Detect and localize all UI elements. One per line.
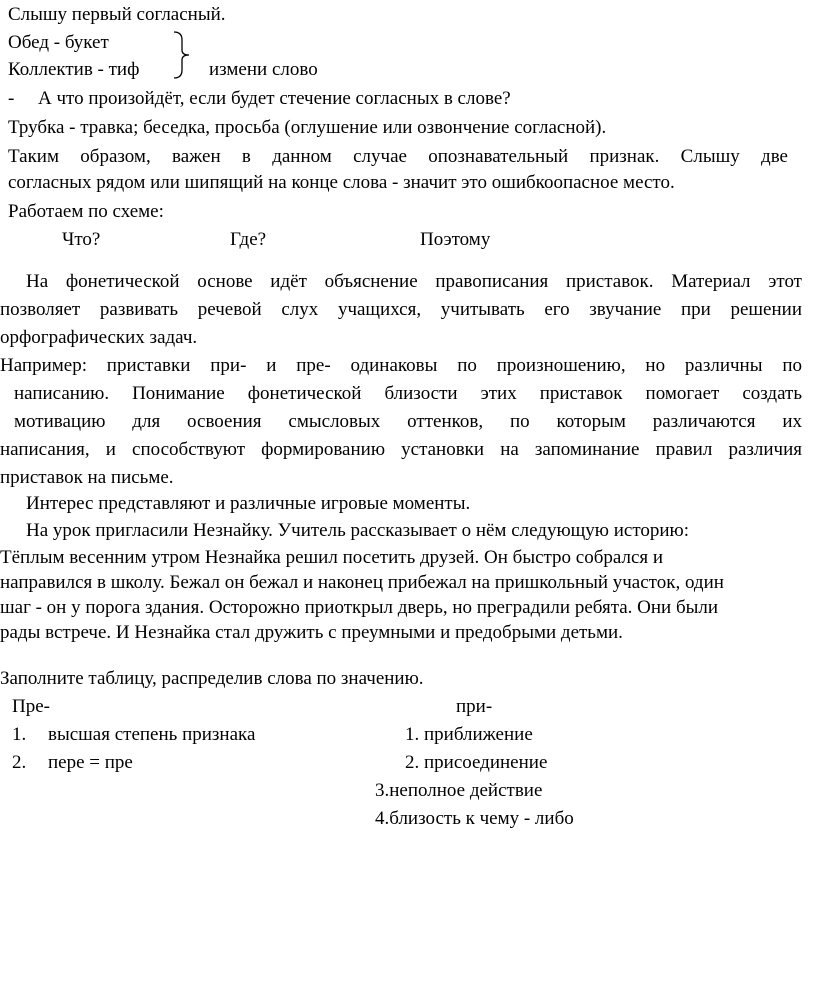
dash-bullet: - bbox=[8, 88, 15, 109]
pre-item-text: высшая степень признака bbox=[48, 724, 256, 745]
pre-item-number: 1. bbox=[12, 724, 27, 745]
paragraph-line: Интерес представляют и различные игровые моменты. bbox=[26, 493, 471, 514]
text-line: Трубка - травка; беседка, просьба (оглушение или озвончение согласной). bbox=[8, 117, 607, 138]
brace-icon bbox=[170, 30, 194, 80]
pri-item: 2. присоединение bbox=[405, 752, 548, 773]
pri-item: 1. приближение bbox=[405, 724, 533, 745]
scheme-therefore: Поэтому bbox=[420, 229, 491, 250]
story-line: Тёплым весенним утром Незнайка решил посетить друзей. Он быстро собрался и bbox=[0, 547, 664, 568]
text-line: Работаем по схеме: bbox=[8, 201, 164, 222]
paragraph-line: приставок на письме. bbox=[0, 467, 174, 488]
column-header-pri: при- bbox=[456, 696, 493, 717]
paragraph-line: орфографических задач. bbox=[0, 327, 198, 348]
text-line: Коллектив - тиф bbox=[8, 59, 140, 80]
text-line: согласных рядом или шипящий на конце слова - значит это ошибкоопасное место. bbox=[8, 172, 675, 193]
story-line: направился в школу. Бежал он бежал и наконец прибежал на пришкольный участок, один bbox=[0, 572, 724, 593]
story-line: шаг - он у порога здания. Осторожно приоткрыл дверь, но преградили ребята. Они были bbox=[0, 597, 719, 618]
pri-item: 3.неполное действие bbox=[375, 780, 543, 801]
pre-item-number: 2. bbox=[12, 752, 27, 773]
paragraph-line: Например: приставки при- и пре- одинаковы по произношению, но различны по bbox=[0, 355, 802, 376]
paragraph-line: позволяет развивать речевой слух учащихся, учитывать его звучание при решении bbox=[0, 299, 802, 320]
pri-item: 4.близость к чему - либо bbox=[375, 808, 574, 829]
text-line: Обед - букет bbox=[8, 32, 109, 53]
paragraph-line: написанию. Понимание фонетической близости этих приставок помогает создать bbox=[14, 383, 802, 404]
task-line: Заполните таблицу, распределив слова по значению. bbox=[0, 668, 424, 689]
paragraph-line: мотивацию для освоения смысловых оттенков, по которым различаются их bbox=[14, 411, 802, 432]
scheme-where: Где? bbox=[230, 229, 267, 250]
text-line: А что произойдёт, если будет стечение согласных в слове? bbox=[38, 88, 511, 109]
text-line: измени слово bbox=[209, 59, 318, 80]
paragraph-line: На урок пригласили Незнайку. Учитель рассказывает о нём следующую историю: bbox=[26, 520, 690, 541]
pre-item-text: пере = пре bbox=[48, 752, 133, 773]
scheme-what: Что? bbox=[62, 229, 101, 250]
text-line: Слышу первый согласный. bbox=[8, 4, 226, 25]
text-line: Таким образом, важен в данном случае опознавательный признак. Слышу две bbox=[8, 146, 788, 167]
paragraph-line: написания, и способствуют формированию установки на запоминание правил различия bbox=[0, 439, 802, 460]
story-line: рады встрече. И Незнайка стал дружить с преумными и предобрыми детьми. bbox=[0, 622, 623, 643]
paragraph-line: На фонетической основе идёт объяснение правописания приставок. Материал этот bbox=[26, 271, 802, 292]
column-header-pre: Пре- bbox=[12, 696, 50, 717]
